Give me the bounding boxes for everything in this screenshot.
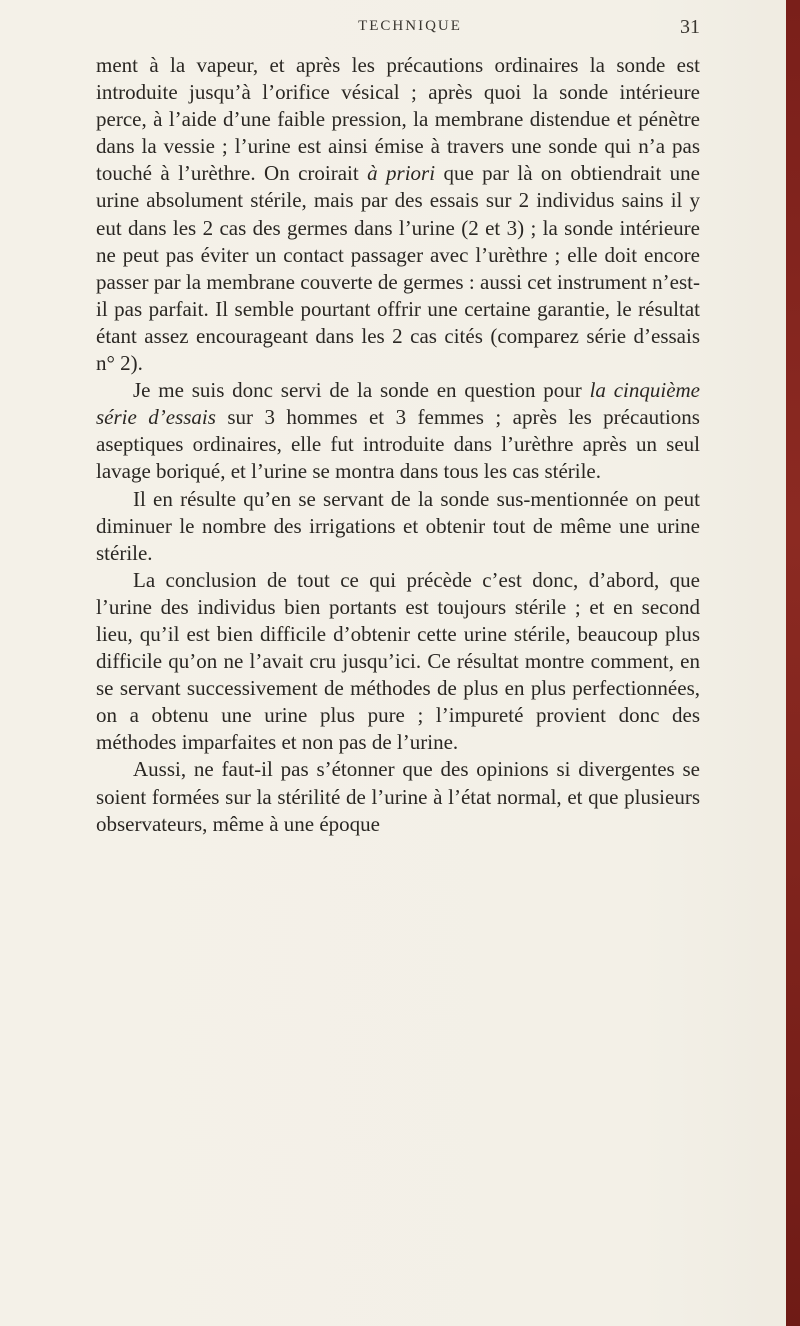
page-number: 31 (680, 16, 700, 38)
text-run: La conclusion de tout ce qui précède c’est donc, d’abord, que l’urine des individus bien portants est toujours stérile ; et en second lieu, qu’il est bien difficile d’obtenir cette urine stérile, beaucoup plus difficile qu’on ne l’avait cru jusqu’ici. Ce résultat montre comment, en se servant successivement de méthodes de plus en plus perfectionnées, on a obtenu une urine plus pure ; l’impureté provient donc des méthodes imparfaites et non pas de l’urine. (96, 567, 700, 755)
italic-text: à priori (367, 161, 436, 186)
text-run: sur 3 hommes et 3 femmes ; après les précautions aseptiques ordinaires, elle fut introduite dans l’urèthre après un seul lavage boriqué, et l’urine se montra dans tous les cas stérile. (96, 405, 700, 484)
text-run: Aussi, ne faut-il pas s’étonner que des opinions si divergentes se soient formées sur la stérilité de l’urine à l’état normal, et que plusieurs observateurs, même à une époque (96, 757, 700, 836)
body-text (96, 52, 700, 838)
text-run: Il en résulte qu’en se servant de la sonde sus-mentionnée on peut diminuer le nombre des irrigations et obtenir tout de même une urine stérile. (96, 486, 700, 565)
text-run: Je me suis donc servi de la sonde en question pour (133, 378, 590, 403)
running-title: TECHNIQUE (358, 18, 462, 34)
italic-text: la cinquième série d’essais (96, 378, 700, 430)
paragraph-p2 (96, 377, 700, 485)
paragraph-p4 (96, 567, 700, 757)
page-header (120, 18, 700, 44)
text-run: ment à la vapeur, et après les précautions ordinaires la sonde est introduite jusqu’à l’orifice vésical ; après quoi la sonde intérieure perce, à l’aide d’une faible pression, la membrane distendue et pénètre dans la vessie ; l’urine est ainsi émise à travers une sonde qui n’a pas touché à l’urèthre. On croirait (96, 53, 700, 186)
text-run: que par là on obtiendrait une urine absolument stérile, mais par des essais sur 2 individus sains il y eut dans les 2 cas des germes dans l’urine (2 et 3) ; la sonde intérieure ne peut pas éviter un contact passager avec l’urèthre ; elle doit encore passer par la membrane couverte de germes : aussi cet instrument n’est-il pas parfait. Il semble pourtant offrir une certaine garantie, le résultat étant assez encourageant dans les 2 cas cités (comparez série d’essais n° 2). (96, 161, 701, 376)
paragraph-p1 (96, 52, 700, 377)
binding-edge (786, 0, 800, 1326)
paragraph-p3 (96, 486, 700, 567)
paragraph-p5 (96, 756, 700, 837)
